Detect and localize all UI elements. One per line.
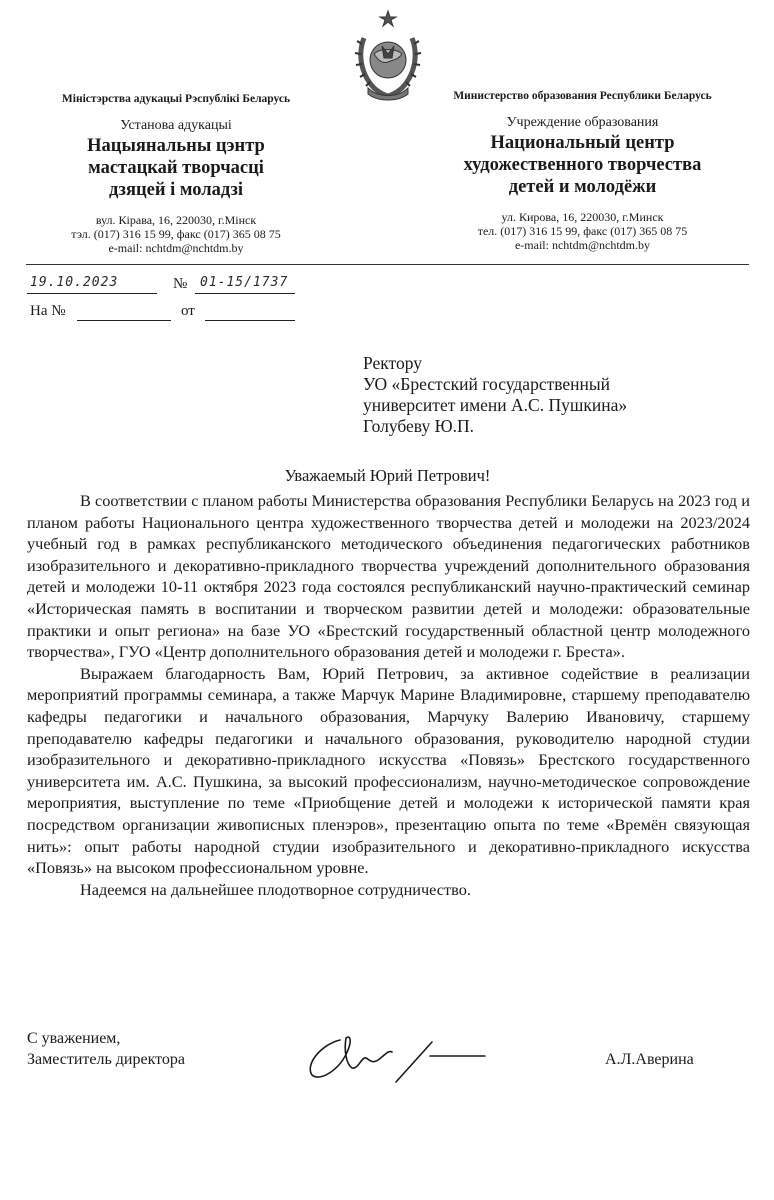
handwritten-signature xyxy=(300,1020,500,1090)
outgoing-date: 19.10.2023 xyxy=(30,275,119,290)
body-paragraph: Выражаем благодарность Вам, Юрий Петрович, за активное содействие в реализации мероприятий программы семинара, а также Марчук Марине Владимировне, старшему преподавателю кафедры педагогики и начального образования, Марчуку Валерию Ивановичу, старшему преподавателю кафедры педагогики и начального образования, руководителю народной студии изобразительного и декоративно-прикладного искусства «Повязь» Брестского государственного университета им. А.С. Пушкина, за высокий профессионализм, научно-методическое сопровождение мероприятия, выступление по теме «Приобщение детей и молодежи к исторической памяти края посредством организации живописных пленэров», презентацию опыта по теме «Времён связующая нить»: опыт работы народной студии изобразительного и декоративно-прикладного искусства «Повязь» на высоком профессиональном уровне. xyxy=(27,663,750,878)
institution-type-ru: Учреждение образования xyxy=(506,115,659,130)
addressee: Ректору УО «Брестский государственный университет имени А.С. Пушкина» Голубеву Ю.П. xyxy=(363,353,628,436)
address-by: вул. Кірава, 16, 220030, г.Мінск тэл. (017) 316 15 99, факс (017) 365 08 75 e-mail: nchtdm@nchtdm.by xyxy=(71,213,281,255)
ref-number-line xyxy=(77,320,171,321)
body-paragraph: Надеемся на дальнейшее плодотворное сотрудничество. xyxy=(80,879,471,899)
outgoing-number: 01-15/1737 xyxy=(200,275,289,290)
signatory-position: Заместитель директора xyxy=(27,1051,186,1068)
institution-type-by: Установа адукацыі xyxy=(120,118,232,133)
signature-closing: С уважением, Заместитель директора xyxy=(27,1030,186,1068)
institution-name-ru: Национальный центр художественного творчества детей и молодёжи xyxy=(463,133,702,197)
institution-name-by: Нацыянальны цэнтр мастацкай творчасці дзяцей і моладзі xyxy=(87,136,265,200)
address-ru: ул. Кирова, 16, 220030, г.Минск тел. (017) 316 15 99, факс (017) 365 08 75 e-mail: nchtdm@nchtdm.by xyxy=(477,210,688,252)
header-right xyxy=(425,90,740,252)
body-paragraph: В соответствии с планом работы Министерства образования Республики Беларусь на 2023 год и планом работы Национального центра художественного творчества детей и молодежи на 2023/2024 учебный год в рамках республиканского методического объединения педагогических работников изобразительного и декоративно-прикладного творчества учреждений дополнительного образования детей и молодежи 10-11 октября 2023 года состоялся республиканский научно-практический семинар «Историческая память в воспитании и творческом развитии детей и молодежи: образовательные практики и опыт региона» на базе УО «Брестский государственный областной центр молодежного творчества», ГУО «Центр дополнительного образования детей и молодежи г. Бреста». xyxy=(27,491,750,662)
state-emblem xyxy=(352,8,424,103)
belarus-emblem-icon xyxy=(352,8,424,103)
outgoing-number-line xyxy=(195,293,295,294)
ministry-name-ru: Министерство образования Республики Беларусь xyxy=(453,90,712,102)
outgoing-number-label: № xyxy=(173,276,188,292)
salutation: Уважаемый Юрий Петрович! xyxy=(284,466,491,485)
header-divider xyxy=(26,264,749,265)
ministry-name-by: Міністэрства адукацыі Рэспублікі Беларусь xyxy=(61,93,291,105)
ref-date-label: от xyxy=(181,303,195,319)
ref-date-line xyxy=(205,320,295,321)
header-left xyxy=(26,93,326,255)
outgoing-date-line xyxy=(27,293,157,294)
signatory-name: А.Л.Аверина xyxy=(605,1051,694,1068)
letter-body xyxy=(27,490,750,900)
ref-number-label: На № xyxy=(30,303,66,319)
signature-icon xyxy=(300,1020,500,1090)
